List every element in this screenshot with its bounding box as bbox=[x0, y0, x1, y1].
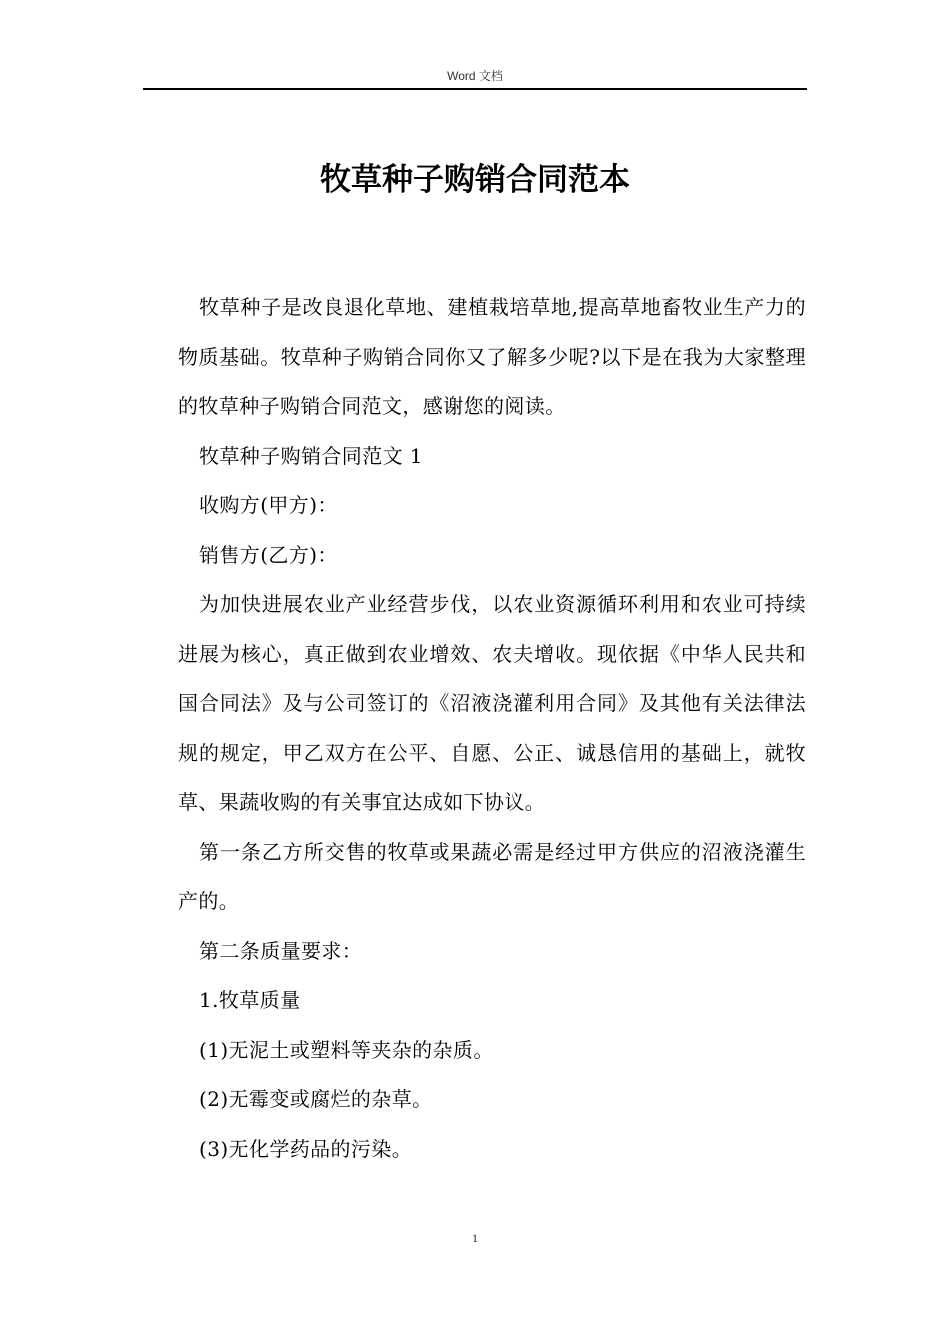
buyer-line: 收购方(甲方)： bbox=[199, 493, 338, 517]
section-heading: 牧草种子购销合同范文 1 bbox=[199, 443, 423, 468]
intro-paragraph: 牧草种子是改良退化草地、建植栽培草地,提高草地畜牧业生产力的物质基础。牧草种子购销合同你又了解多少呢?以下是在我为大家整理的牧草种子购销合同范文，感谢您的阅读。 bbox=[178, 295, 806, 418]
list-item: 1.牧草质量 bbox=[199, 988, 301, 1012]
article-two: 第二条质量要求： bbox=[199, 938, 363, 963]
list-item: (1)无泥土或塑料等夹杂的杂质。 bbox=[199, 1037, 494, 1062]
list-item: (3)无化学药品的污染。 bbox=[199, 1136, 413, 1161]
list-item: (2)无霉变或腐烂的杂草。 bbox=[199, 1087, 433, 1111]
article-one: 第一条乙方所交售的牧草或果蔬必需是经过甲方供应的沼液浇灌生产的。 bbox=[178, 839, 806, 913]
header-text: Word 文档 bbox=[447, 69, 503, 83]
preamble-paragraph: 为加快进展农业产业经营步伐，以农业资源循环利用和农业可持续进展为核心，真正做到农业增效、农夫增收。现依据《中华人民共和国合同法》及与公司签订的《沼液浇灌利用合同》及其他有关法律法规的规定，甲乙双方在公平、自愿、公正、诚恳信用的基础上，就牧草、果蔬收购的有关事宜达成如下协议。 bbox=[178, 592, 806, 814]
seller-line: 销售方(乙方)： bbox=[199, 542, 338, 567]
page-number: 1 bbox=[472, 1231, 478, 1245]
document-body bbox=[178, 283, 806, 1174]
page-header bbox=[143, 66, 807, 90]
document-title: 牧草种子购销合同范本 bbox=[320, 162, 630, 198]
